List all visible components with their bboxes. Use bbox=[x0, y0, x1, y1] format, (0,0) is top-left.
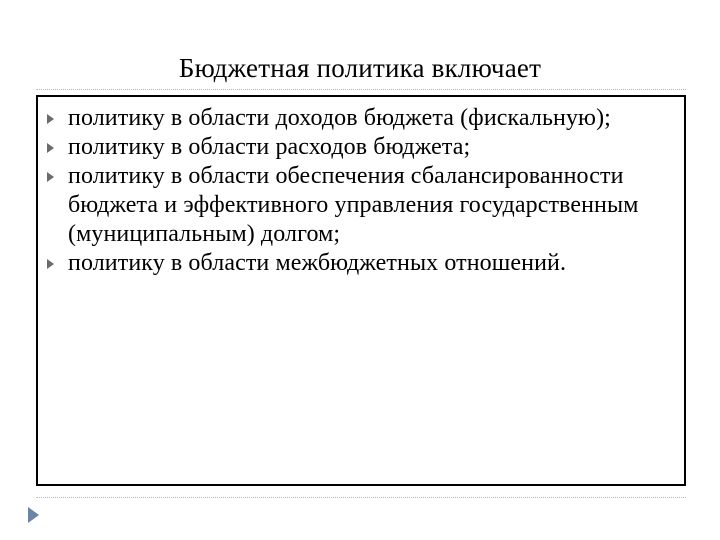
bullet-text: политику в области расходов бюджета; bbox=[68, 134, 471, 160]
title-divider bbox=[36, 89, 686, 90]
bullet-list bbox=[38, 104, 678, 278]
triangle-right-icon bbox=[47, 259, 54, 269]
bullet-text: политику в области доходов бюджета (фискальную); bbox=[68, 105, 611, 131]
triangle-right-icon bbox=[47, 172, 54, 182]
bullet-item-balance-debt bbox=[38, 162, 678, 249]
bullet-item-interbudget bbox=[38, 249, 678, 278]
triangle-right-icon bbox=[47, 114, 54, 124]
slide-title: Бюджетная политика включает bbox=[178, 53, 542, 83]
footer-divider bbox=[36, 497, 686, 498]
bullet-text: политику в области обеспечения сбалансированности бюджета и эффективного управления государственным (муниципальным) долгом; bbox=[68, 163, 639, 247]
content-box bbox=[36, 95, 686, 486]
bullet-text: политику в области межбюджетных отношений. bbox=[68, 250, 567, 276]
bullet-item-expenditure bbox=[38, 133, 678, 162]
bullet-item-revenue bbox=[38, 104, 678, 133]
triangle-right-icon bbox=[47, 143, 54, 153]
play-arrow-icon[interactable] bbox=[28, 507, 39, 523]
